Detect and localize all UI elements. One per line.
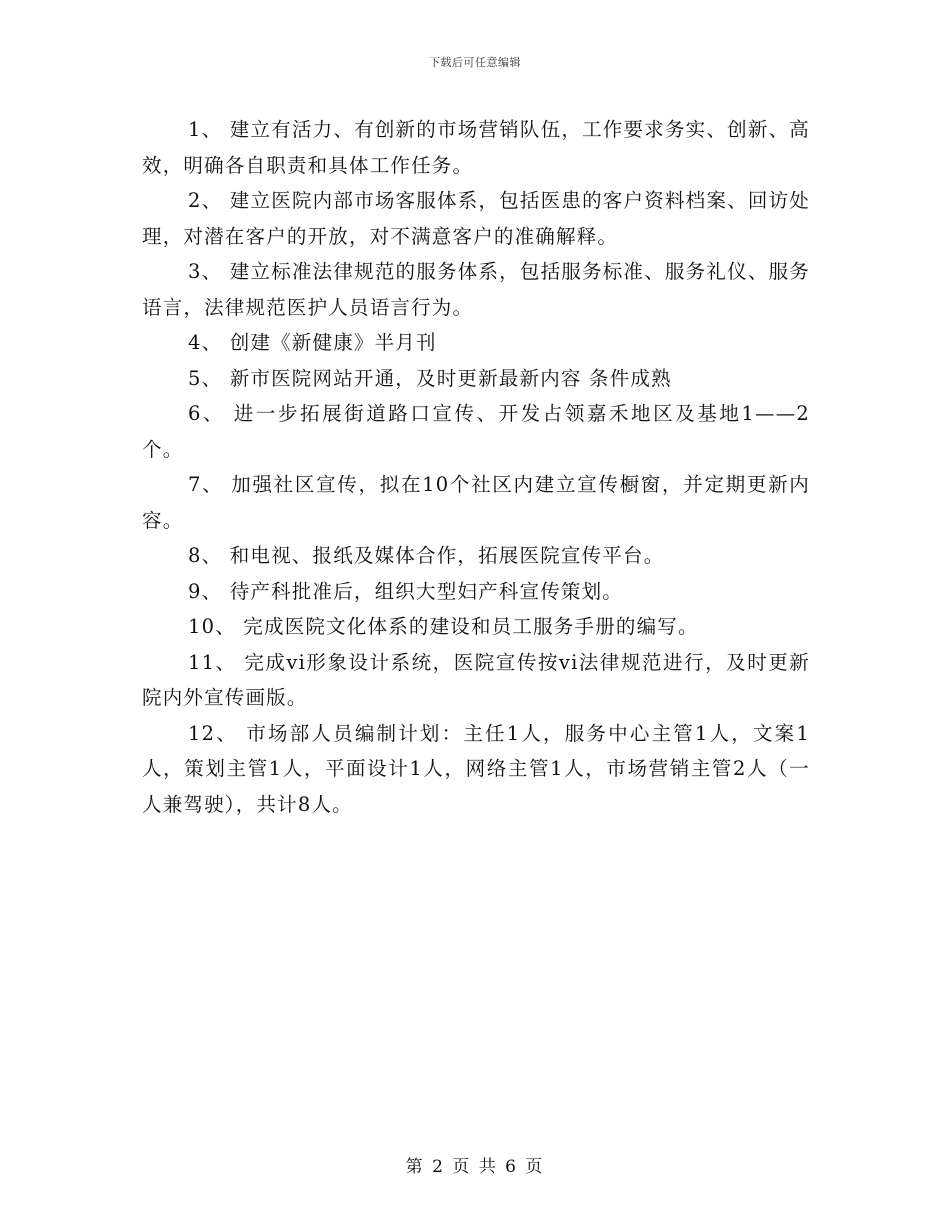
- list-item-1: 1、 建立有活力、有创新的市场营销队伍，工作要求务实、创新、高效，明确各自职责和具体工作任务。: [142, 118, 810, 177]
- list-item-9: 9、 待产科批准后，组织大型妇产科宣传策划。: [188, 579, 624, 603]
- list-item-4: 4、 创建《新健康》半月刊: [188, 331, 437, 354]
- page-number-footer: 第 2 页 共 6 页: [405, 1157, 545, 1177]
- list-item-8: 8、 和电视、报纸及媒体合作，拓展医院宣传平台。: [188, 544, 665, 567]
- list-item-7: 7、 加强社区宣传，拟在10个社区内建立宣传橱窗，并定期更新内容。: [142, 473, 810, 532]
- list-item-5: 5、 新市医院网站开通，及时更新最新内容 条件成熟: [188, 366, 672, 390]
- document-body: [142, 112, 810, 822]
- list-item-3: 3、 建立标准法律规范的服务体系，包括服务标准、服务礼仪、服务语言，法律规范医护人员语言行为。: [142, 260, 810, 319]
- page-header: 下载后可任意编辑: [429, 56, 521, 69]
- list-item-12: 12、 市场部人员编制计划：主任1人，服务中心主管1人，文案1人，策划主管1人，平面设计1人，网络主管1人，市场营销主管2人（一人兼驾驶），共计8人。: [142, 721, 810, 816]
- list-item-6: 6、 进一步拓展街道路口宣传、开发占领嘉禾地区及基地1——2个。: [142, 402, 810, 461]
- list-item-11: 11、 完成vi形象设计系统，医院宣传按vi法律规范进行，及时更新院内外宣传画版。: [142, 650, 810, 709]
- list-item-2: 2、 建立医院内部市场客服体系，包括医患的客户资料档案、回访处理，对潜在客户的开放，对不满意客户的准确解释。: [142, 189, 810, 248]
- list-item-10: 10、 完成医院文化体系的建设和员工服务手册的编写。: [188, 615, 699, 638]
